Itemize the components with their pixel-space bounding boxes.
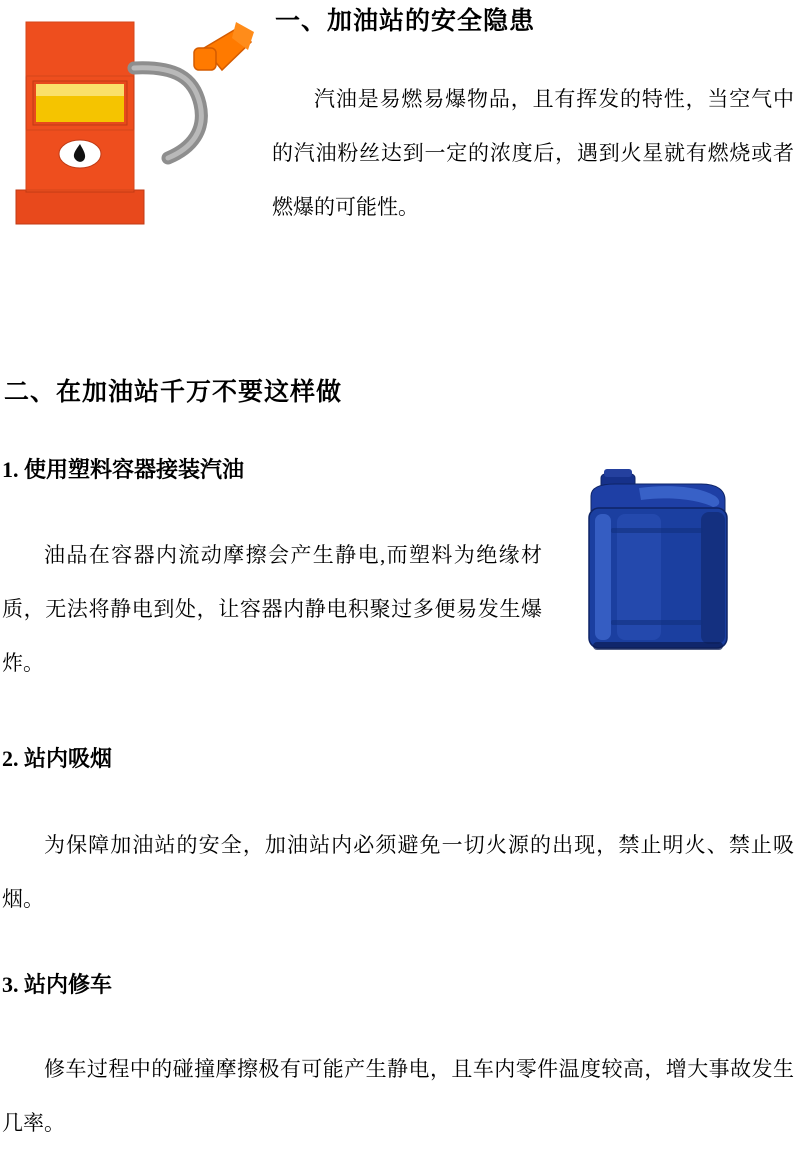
fuel-pump-illustration — [8, 8, 258, 248]
item-1-heading: 1. 使用塑料容器接装汽油 — [2, 457, 245, 482]
item-1-paragraph: 油品在容器内流动摩擦会产生静电,而塑料为绝缘材质，无法将静电到处，让容器内静电积聚过多便易发生爆炸。 — [2, 543, 542, 675]
section-1-paragraph: 汽油是易燃易爆物品，且有挥发的特性，当空气中的汽油粉丝达到一定的浓度后，遇到火星就有燃烧或者燃爆的可能性。 — [272, 87, 794, 219]
section-1-heading: 一、加油站的安全隐患 — [275, 8, 536, 35]
item-3-heading: 3. 站内修车 — [2, 972, 113, 997]
blue-jerrycan-illustration — [575, 462, 775, 677]
item-2-paragraph: 为保障加油站的安全，加油站内必须避免一切火源的出现，禁止明火、禁止吸烟。 — [2, 833, 794, 911]
item-2-heading: 2. 站内吸烟 — [2, 746, 113, 771]
section-2-heading: 二、在加油站千万不要这样做 — [4, 379, 343, 406]
item-3-paragraph: 修车过程中的碰撞摩擦极有可能产生静电，且车内零件温度较高，增大事故发生几率。 — [2, 1057, 794, 1135]
